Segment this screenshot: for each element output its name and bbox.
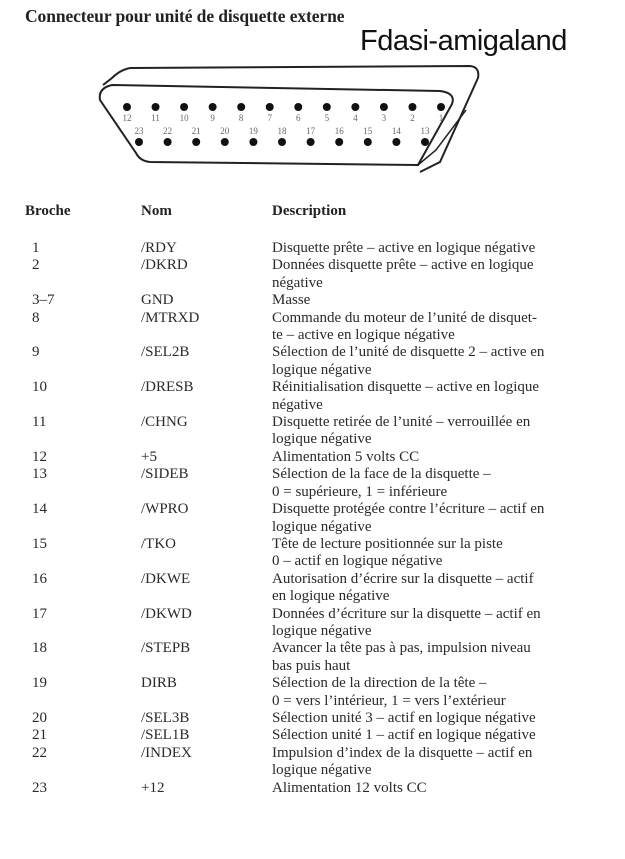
pin-label: 16 — [334, 126, 344, 136]
table-row — [0, 675, 625, 710]
signal-name: +12 — [141, 779, 165, 796]
pin-number: 17 — [32, 605, 47, 622]
table-row — [0, 710, 625, 727]
table-row — [0, 414, 625, 449]
description-line: Réinitialisation disquette – active en logique — [272, 379, 540, 396]
signal-name: +5 — [141, 448, 157, 465]
table-row — [0, 344, 625, 379]
description-line: logique négative — [272, 431, 372, 448]
pin-label: 22 — [163, 126, 173, 136]
signal-description — [272, 536, 582, 571]
description-line: Impulsion d’index de la disquette – actif en — [272, 744, 533, 761]
pin-label: 7 — [267, 113, 272, 123]
description-line: en logique négative — [272, 588, 390, 605]
signal-name: /DKWD — [141, 605, 192, 622]
pin-label: 18 — [277, 126, 287, 136]
signal-name: DIRB — [141, 675, 177, 692]
pin-number: 3–7 — [32, 292, 55, 309]
pin-2 — [408, 103, 416, 111]
description-line: Masse — [272, 292, 311, 309]
pin-22 — [164, 138, 172, 146]
signal-name: /DKWE — [141, 570, 191, 587]
pin-number: 20 — [32, 709, 47, 726]
signal-name: /SEL3B — [141, 709, 190, 726]
pin-5 — [323, 103, 331, 111]
pin-label: 6 — [296, 113, 301, 123]
pin-number: 2 — [32, 257, 40, 274]
pin-label: 17 — [306, 126, 316, 136]
pin-label: 3 — [381, 113, 387, 123]
pin-3 — [380, 103, 388, 111]
pin-8 — [237, 103, 245, 111]
pin-label: 10 — [179, 113, 189, 123]
pin-number: 12 — [32, 448, 47, 465]
description-line: Commande du moteur de l’unité de disquet- — [272, 309, 537, 326]
signal-name: /TKO — [141, 535, 176, 552]
pin-label: 4 — [353, 113, 358, 123]
table-row — [0, 727, 625, 744]
description-line: Données disquette prête – active en logique — [272, 257, 534, 274]
description-line: Sélection unité 3 – actif en logique négative — [272, 709, 536, 726]
description-line: Sélection de l’unité de disquette 2 – active en — [272, 344, 545, 361]
pin-label: 8 — [238, 113, 244, 123]
description-line: logique négative — [272, 622, 372, 639]
table-row — [0, 501, 625, 536]
db23-connector-diagram — [0, 0, 625, 190]
description-line: 0 = vers l’intérieur, 1 = vers l’extérieur — [272, 692, 506, 709]
signal-name: /SIDEB — [141, 466, 189, 483]
signal-description — [272, 379, 582, 414]
signal-description — [272, 745, 582, 780]
table-row — [0, 466, 625, 501]
description-line: négative — [272, 274, 323, 291]
table-row — [0, 640, 625, 675]
pin-19 — [249, 138, 257, 146]
signal-description — [272, 727, 582, 744]
signal-name: /STEPB — [141, 640, 191, 657]
description-line: Sélection de la face de la disquette – — [272, 466, 491, 483]
pin-number: 10 — [32, 379, 47, 396]
description-line: logique négative — [272, 762, 372, 779]
signal-description — [272, 606, 582, 641]
pin-label: 14 — [391, 126, 401, 136]
description-line: Avancer la tête pas à pas, impulsion niveau — [272, 640, 531, 657]
signal-name: /CHNG — [141, 414, 188, 431]
signal-name: /RDY — [141, 240, 177, 256]
table-row — [0, 379, 625, 414]
pin-15 — [364, 138, 372, 146]
pin-number: 21 — [32, 727, 47, 744]
signal-name: /SEL1B — [141, 727, 190, 744]
signal-description — [272, 640, 582, 675]
pin-number: 13 — [32, 466, 47, 483]
pin-12 — [123, 103, 131, 111]
table-row — [0, 571, 625, 606]
pin-number: 23 — [32, 779, 47, 796]
description-line: logique négative — [272, 361, 372, 378]
table-row — [0, 606, 625, 641]
pin-number: 14 — [32, 501, 47, 518]
pin-10 — [180, 103, 188, 111]
pin-23 — [135, 138, 143, 146]
description-line: Sélection unité 1 – actif en logique négative — [272, 727, 536, 744]
pin-label: 21 — [191, 126, 201, 136]
table-row — [0, 292, 625, 309]
connector-face — [100, 85, 453, 165]
pin-13 — [421, 138, 429, 146]
signal-description — [272, 414, 582, 449]
description-line: Autorisation d’écrire sur la disquette – actif — [272, 570, 534, 587]
description-line: Alimentation 5 volts CC — [272, 448, 420, 465]
description-line: 0 = supérieure, 1 = inférieure — [272, 483, 448, 500]
table-row — [0, 240, 625, 257]
signal-name: /DRESB — [141, 379, 194, 396]
signal-description — [272, 257, 582, 292]
pin-21 — [192, 138, 200, 146]
description-line: 0 – actif en logique négative — [272, 553, 443, 570]
pin-16 — [335, 138, 343, 146]
description-line: Sélection de la direction de la tête – — [272, 675, 487, 692]
pin-number: 19 — [32, 675, 47, 692]
pin-row-top — [123, 103, 446, 123]
pin-label: 11 — [151, 113, 160, 123]
signal-description — [272, 571, 582, 606]
pin-label: 23 — [134, 126, 144, 136]
table-row — [0, 536, 625, 571]
signal-description — [272, 501, 582, 536]
pin-7 — [266, 103, 274, 111]
signal-description — [272, 780, 582, 797]
document-title: Connecteur pour unité de disquette externe — [25, 6, 345, 26]
table-row — [0, 310, 625, 345]
signal-name: /WPRO — [141, 501, 189, 518]
signal-description — [272, 710, 582, 727]
pin-label: 19 — [248, 126, 258, 136]
pin-label: 15 — [363, 126, 373, 136]
pin-number: 8 — [32, 309, 40, 326]
description-line: Données d’écriture sur la disquette – actif en — [272, 605, 541, 622]
description-line: te – active en logique négative — [272, 327, 455, 344]
pin-label: 9 — [210, 113, 215, 123]
pin-number: 1 — [32, 240, 40, 256]
description-line: Alimentation 12 volts CC — [272, 779, 427, 796]
description-line: Disquette retirée de l’unité – verrouillée en — [272, 414, 531, 431]
signal-name: /SEL2B — [141, 344, 190, 361]
signal-description — [272, 240, 582, 257]
connector-shell-top-edge — [103, 68, 130, 85]
pin-20 — [221, 138, 229, 146]
pin-11 — [152, 103, 160, 111]
signal-description — [272, 449, 582, 466]
pin-label: 2 — [410, 113, 415, 123]
pin-label: 12 — [122, 113, 132, 123]
pin-6 — [294, 103, 302, 111]
pin-17 — [307, 138, 315, 146]
pin-1 — [437, 103, 445, 111]
column-header-description: Description — [272, 203, 347, 219]
pin-4 — [351, 103, 359, 111]
pin-18 — [278, 138, 286, 146]
signal-description — [272, 466, 582, 501]
pin-label: 13 — [420, 126, 430, 136]
table-row — [0, 449, 625, 466]
column-header-name: Nom — [141, 203, 172, 219]
pin-number: 22 — [32, 744, 47, 761]
signal-name: /INDEX — [141, 744, 192, 761]
description-line: Tête de lecture positionnée sur la piste — [272, 535, 503, 552]
pin-row-bottom — [135, 126, 431, 146]
pin-number: 18 — [32, 640, 47, 657]
description-line: bas puis haut — [272, 657, 351, 674]
column-header-pin: Broche — [25, 203, 71, 219]
pin-number: 11 — [32, 414, 47, 431]
pin-number: 9 — [32, 344, 40, 361]
pinout-table — [0, 240, 625, 797]
pin-label: 5 — [324, 113, 330, 123]
pin-9 — [209, 103, 217, 111]
signal-description — [272, 344, 582, 379]
table-row — [0, 780, 625, 797]
signal-description — [272, 310, 582, 345]
signal-name: GND — [141, 292, 174, 309]
table-row — [0, 745, 625, 780]
description-line: Disquette protégée contre l’écriture – actif en — [272, 501, 545, 518]
pin-14 — [392, 138, 400, 146]
watermark: Fdasi-amigaland — [360, 25, 567, 57]
pin-number: 16 — [32, 570, 47, 587]
description-line: négative — [272, 396, 323, 413]
signal-name: /MTRXD — [141, 309, 200, 326]
description-line: logique négative — [272, 518, 372, 535]
pin-label: 1 — [438, 113, 444, 123]
table-row — [0, 257, 625, 292]
description-line: Disquette prête – active en logique négative — [272, 240, 536, 256]
signal-name: /DKRD — [141, 257, 188, 274]
signal-description — [272, 292, 582, 309]
signal-description — [272, 675, 582, 710]
pin-label: 20 — [220, 126, 230, 136]
pin-number: 15 — [32, 535, 47, 552]
